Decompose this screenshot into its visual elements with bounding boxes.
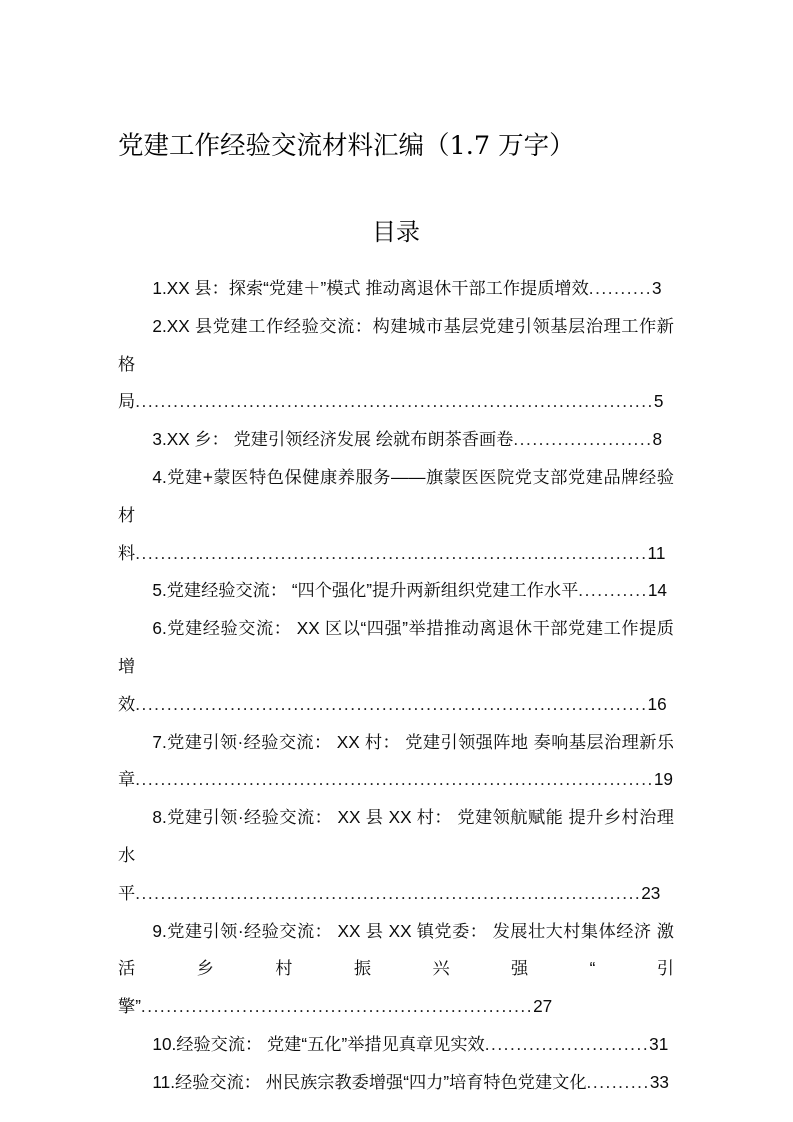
toc-entry-title: 7.党建引领·经验交流： XX 村： 党建引领强阵地 奏响基层治理新乐章 bbox=[118, 731, 674, 790]
toc-page-number: 3 bbox=[652, 278, 662, 298]
toc-entry-title: 4.党建+蒙医特色保健康养服务——旗蒙医医院党支部党建品牌经验材料 bbox=[118, 466, 674, 563]
toc-entry[interactable] bbox=[118, 799, 674, 912]
toc-entry[interactable] bbox=[118, 308, 674, 421]
toc-page-number: 19 bbox=[653, 769, 673, 790]
toc-dot-leader: ...................... bbox=[513, 429, 653, 450]
toc-entry[interactable] bbox=[118, 459, 674, 572]
toc-heading: 目录 bbox=[372, 218, 420, 246]
toc-entry[interactable] bbox=[118, 1026, 674, 1064]
toc-entry-title: 10.经验交流： 党建“五化”举措见真章见实效 bbox=[152, 1033, 485, 1054]
toc-dot-leader: .......................... bbox=[484, 1033, 650, 1054]
toc-dot-leader: .................................................................................. bbox=[135, 391, 654, 412]
toc-dot-leader: .............................................................. bbox=[140, 996, 534, 1017]
toc-entry[interactable] bbox=[118, 724, 674, 800]
toc-entry-title: 1.XX 县：探索“党建＋”模式 推动离退休干部工作提质增效 bbox=[152, 278, 589, 298]
page-title: 党建工作经验交流材料汇编（1.7 万字） bbox=[118, 131, 575, 161]
toc-dot-leader: ................................................................................ bbox=[135, 882, 642, 903]
toc-page-number: 23 bbox=[641, 882, 661, 903]
toc-entry[interactable] bbox=[118, 270, 674, 308]
toc-entry[interactable] bbox=[118, 913, 674, 1026]
toc-page-number: 5 bbox=[653, 391, 664, 412]
toc-entry-title: 11.经验交流： 州民族宗教委增强“四力”培育特色党建文化 bbox=[152, 1071, 587, 1092]
toc-page-number: 8 bbox=[652, 429, 663, 450]
table-of-contents bbox=[118, 270, 674, 1102]
toc-page-number: 27 bbox=[533, 996, 553, 1017]
toc-entry-title: 3.XX 乡： 党建引领经济发展 绘就布朗茶香画卷 bbox=[152, 429, 514, 450]
toc-entry-title: 6.党建经验交流： XX 区以“四强”举措推动离退休干部党建工作提质增效 bbox=[118, 618, 674, 714]
toc-page-number: 11 bbox=[647, 542, 666, 563]
toc-dot-leader: .......... bbox=[588, 278, 653, 298]
toc-dot-leader: ........... bbox=[578, 580, 648, 601]
toc-page-number: 31 bbox=[649, 1033, 669, 1054]
toc-entry[interactable] bbox=[118, 610, 674, 723]
toc-entry[interactable] bbox=[118, 1064, 674, 1102]
toc-entry[interactable] bbox=[118, 572, 674, 610]
toc-entry-title: 5.党建经验交流： “四个强化”提升两新组织党建工作水平 bbox=[152, 580, 579, 601]
toc-entry-title: 9.党建引领·经验交流： XX 县 XX 镇党委： 发展壮大村集体经济 激活乡村振兴强“引擎” bbox=[118, 920, 674, 1017]
toc-page-number: 16 bbox=[647, 693, 667, 714]
toc-dot-leader: .......... bbox=[586, 1071, 650, 1092]
toc-page-number: 33 bbox=[649, 1071, 669, 1092]
toc-page-number: 14 bbox=[647, 580, 667, 601]
toc-dot-leader: ................................................................................. bbox=[135, 693, 648, 714]
toc-dot-leader: .................................................................................. bbox=[135, 769, 654, 790]
toc-entry[interactable] bbox=[118, 421, 674, 459]
toc-dot-leader: ................................................................................. bbox=[135, 542, 648, 563]
toc-entry-title: 2.XX 县党建工作经验交流：构建城市基层党建引领基层治理工作新格局 bbox=[118, 315, 674, 412]
toc-entry-title: 8.党建引领·经验交流： XX 县 XX 村： 党建领航赋能 提升乡村治理水平 bbox=[118, 807, 674, 903]
